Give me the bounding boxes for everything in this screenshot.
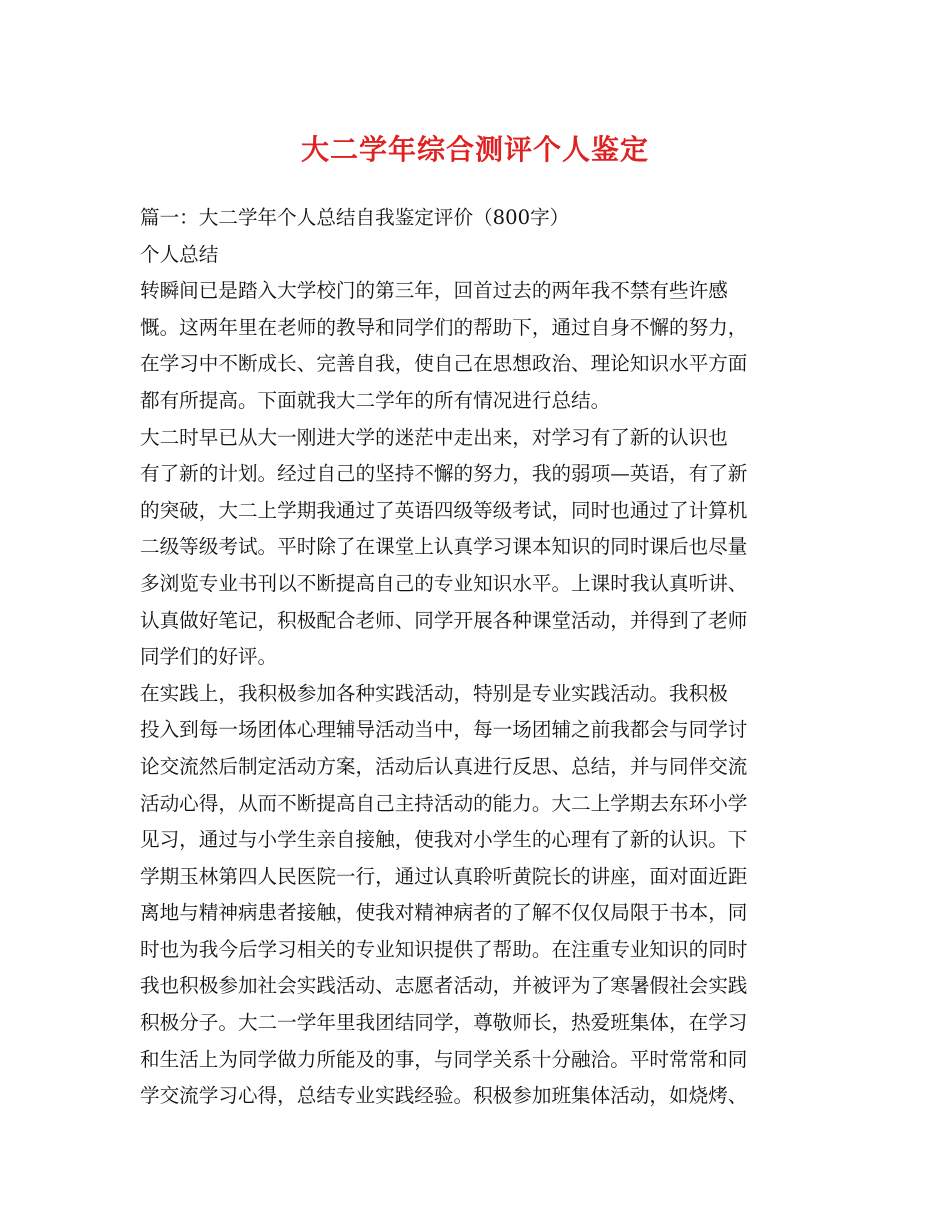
body-line: 认真做好笔记，积极配合老师、同学开展各种课堂活动，并得到了老师 — [140, 608, 748, 632]
body-line: 积极分子。大二一学年里我团结同学，尊敬师长，热爱班集体，在学习 — [140, 1011, 748, 1035]
body-line: 学期玉林第四人民医院一行，通过认真聆听黄院长的讲座，面对面近距 — [140, 864, 748, 888]
document-body — [140, 200, 812, 1115]
body-line: 在学习中不断成长、完善自我，使自己在思想政治、理论知识水平方面 — [140, 352, 748, 376]
body-line: 多浏览专业书刊以不断提高自己的专业知识水平。上课时我认真听讲、 — [140, 571, 748, 595]
body-line: 论交流然后制定活动方案，活动后认真进行反思、总结，并与同伴交流 — [140, 754, 748, 778]
body-line: 二级等级考试。平时除了在课堂上认真学习课本知识的同时课后也尽量 — [140, 535, 748, 559]
body-line: 转瞬间已是踏入大学校门的第三年，回首过去的两年我不禁有些许感 — [140, 279, 728, 303]
body-line: 和生活上为同学做力所能及的事，与同学关系十分融洽。平时常常和同 — [140, 1047, 748, 1071]
heading-line: 篇一：大二学年个人总结自我鉴定评价（800字） — [140, 206, 570, 229]
body-line: 我也积极参加社会实践活动、志愿者活动，并被评为了寒暑假社会实践 — [140, 974, 748, 998]
body-line: 大二时早已从大一刚进大学的迷茫中走出来，对学习有了新的认识也 — [140, 425, 728, 449]
body-line: 离地与精神病患者接触，使我对精神病者的了解不仅仅局限于书本，同 — [140, 901, 748, 925]
body-line: 见习，通过与小学生亲自接触，使我对小学生的心理有了新的认识。下 — [140, 828, 748, 852]
body-line: 投入到每一场团体心理辅导活动当中，每一场团辅之前我都会与同学讨 — [140, 718, 748, 742]
body-line: 学交流学习心得，总结专业实践经验。积极参加班集体活动，如烧烤、 — [140, 1084, 748, 1108]
body-line: 慨。这两年里在老师的教导和同学们的帮助下，通过自身不懈的努力， — [140, 315, 748, 339]
body-line: 同学们的好评。 — [140, 645, 278, 669]
body-line: 有了新的计划。经过自己的坚持不懈的努力，我的弱项—英语，有了新 — [140, 462, 748, 486]
body-line: 的突破，大二上学期我通过了英语四级等级考试，同时也通过了计算机 — [140, 498, 748, 522]
subheading-line: 个人总结 — [140, 242, 219, 266]
body-line: 都有所提高。下面就我大二学年的所有情况进行总结。 — [140, 388, 611, 412]
body-line: 时也为我今后学习相关的专业知识提供了帮助。在注重专业知识的同时 — [140, 937, 748, 961]
body-line: 活动心得，从而不断提高自己主持活动的能力。大二上学期去东环小学 — [140, 791, 748, 815]
document-title: 大二学年综合测评个人鉴定 — [300, 133, 649, 166]
body-line: 在实践上，我积极参加各种实践活动，特别是专业实践活动。我积极 — [140, 681, 728, 705]
